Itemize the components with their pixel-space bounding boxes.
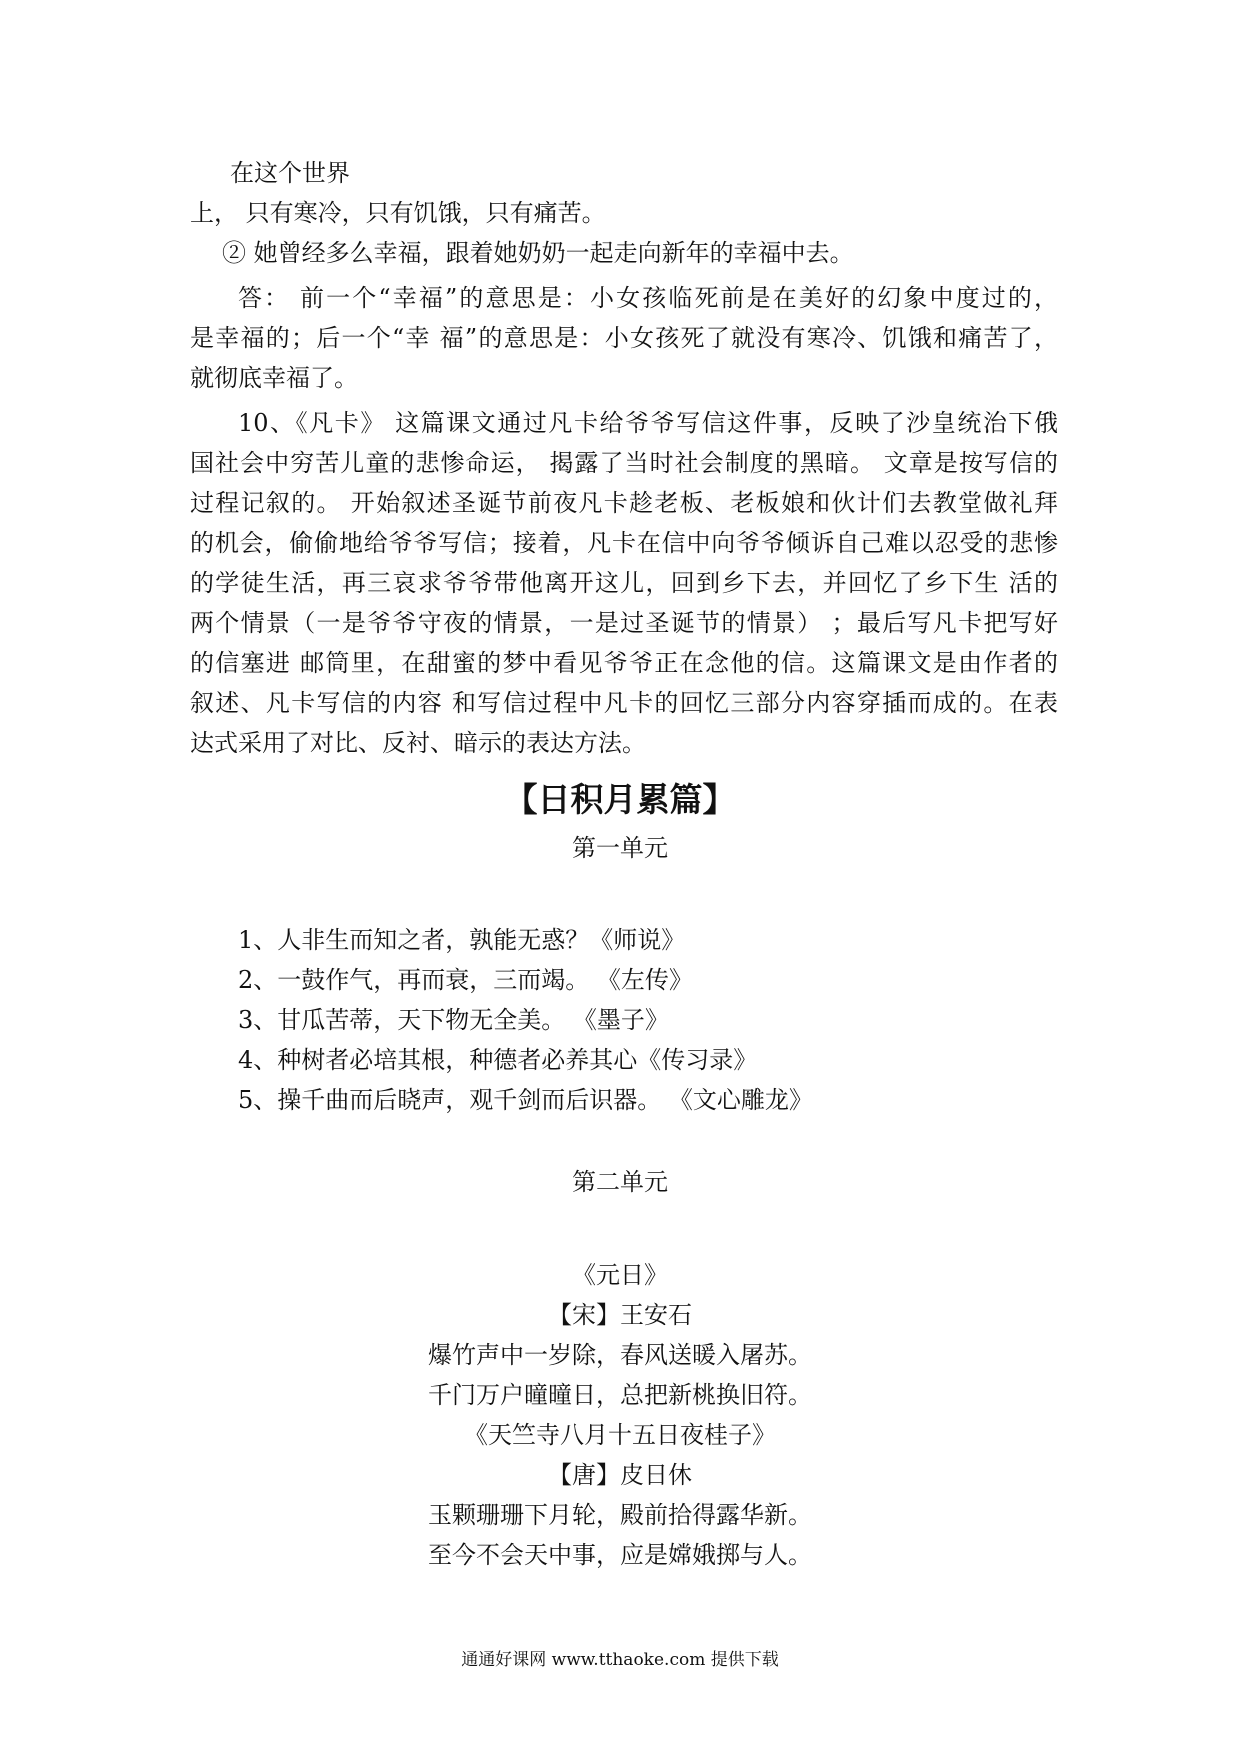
section-heading: 【日积月累篇】 — [504, 780, 736, 819]
quote-item: 1、人非生而知之者，孰能无惑？《师说》 — [238, 926, 686, 954]
page-footer: 通通好课网 www.tthaoke.com 提供下载 — [461, 1650, 779, 1670]
answer-line: 就彻底幸福了。 — [190, 364, 358, 392]
poem-author: 【唐】皮日休 — [548, 1461, 692, 1489]
paragraph-line: 在这个世界 — [230, 159, 350, 187]
poem-line: 爆竹声中一岁除，春风送暖入屠苏。 — [428, 1341, 812, 1369]
quote-item: 4、种树者必培其根，种德者必养其心《传习录》 — [238, 1046, 758, 1074]
paragraph-line: 的学徒生活，再三哀求爷爷带他离开这儿，回到乡下去，并回忆了乡下生 活的 — [190, 569, 1058, 597]
paragraph-line: 上， 只有寒冷，只有饥饿，只有痛苦。 — [190, 199, 606, 227]
poem-author: 【宋】王安石 — [548, 1301, 692, 1329]
paragraph-line: 10、《凡卡》 这篇课文通过凡卡给爷爷写信这件事，反映了沙皇统治下俄 — [238, 409, 1058, 437]
quote-item: 3、甘瓜苦蒂，天下物无全美。 《墨子》 — [238, 1006, 669, 1034]
paragraph-line: 两个情景（一是爷爷守夜的情景，一是过圣诞节的情景） ；最后写凡卡把写好 — [190, 609, 1058, 637]
paragraph-line: 过程记叙的。 开始叙述圣诞节前夜凡卡趁老板、老板娘和伙计们去教堂做礼拜 — [190, 489, 1058, 517]
quote-item: 5、操千曲而后晓声，观千剑而后识器。 《文心雕龙》 — [238, 1086, 813, 1114]
numbered-item: ② 她曾经多么幸福，跟着她奶奶一起走向新年的幸福中去。 — [222, 239, 854, 267]
answer-line: 是幸福的；后一个“幸 福”的意思是：小女孩死了就没有寒冷、饥饿和痛苦了， — [190, 324, 1058, 352]
paragraph-line: 的机会，偷偷地给爷爷写信；接着，凡卡在信中向爷爷倾诉自己难以忍受的悲惨 — [190, 529, 1058, 557]
poem-line: 至今不会天中事，应是嫦娥掷与人。 — [428, 1541, 812, 1569]
poem-line: 千门万户曈曈日，总把新桃换旧符。 — [428, 1381, 812, 1409]
paragraph-line: 达式采用了对比、反衬、暗示的表达方法。 — [190, 729, 646, 757]
paragraph-line: 叙述、凡卡写信的内容 和写信过程中凡卡的回忆三部分内容穿插而成的。在表 — [190, 689, 1058, 717]
paragraph-line: 国社会中穷苦儿童的悲惨命运， 揭露了当时社会制度的黑暗。 文章是按写信的 — [190, 449, 1058, 477]
quote-item: 2、一鼓作气，再而衰，三而竭。 《左传》 — [238, 966, 693, 994]
unit-title: 第一单元 — [572, 834, 668, 862]
answer-line: 答： 前一个“幸福”的意思是：小女孩临死前是在美好的幻象中度过的， — [238, 284, 1058, 312]
unit-title: 第二单元 — [572, 1168, 668, 1196]
poem-line: 玉颗珊珊下月轮，殿前拾得露华新。 — [428, 1501, 812, 1529]
paragraph-line: 的信塞进 邮筒里，在甜蜜的梦中看见爷爷正在念他的信。这篇课文是由作者的 — [190, 649, 1058, 677]
poem-title: 《元日》 — [572, 1261, 668, 1289]
poem-title: 《天竺寺八月十五日夜桂子》 — [464, 1421, 776, 1449]
